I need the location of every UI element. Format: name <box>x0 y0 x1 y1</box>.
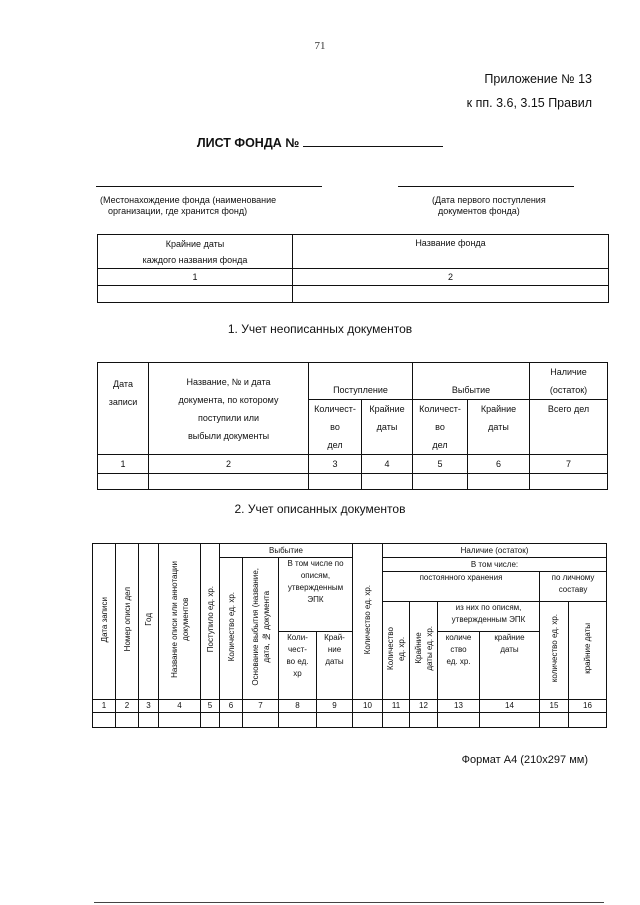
column-number: 7 <box>243 700 279 713</box>
header-permanent-epk-dates: крайние даты <box>480 632 540 700</box>
sheet-title <box>0 134 640 150</box>
empty-cell[interactable] <box>383 713 410 728</box>
page-number: 71 <box>314 40 326 52</box>
column-number: 13 <box>438 700 480 713</box>
header-inventory-name: Название описи или аннотации документов <box>159 544 201 700</box>
column-number: 8 <box>279 700 317 713</box>
header-income: Поступление <box>309 363 413 400</box>
empty-cell[interactable] <box>149 474 309 490</box>
empty-cell[interactable] <box>353 713 383 728</box>
header-outgo-basis: Основание выбытия (название, дата, № документа <box>243 558 279 700</box>
empty-cell[interactable] <box>159 713 201 728</box>
first-receipt-caption: (Дата первого поступления документов фонда) <box>432 195 546 216</box>
header-personnel-qty: количество ед. хр. <box>540 602 569 700</box>
format-note: Формат А4 (210х297 мм) <box>461 754 588 766</box>
header-year: Год <box>139 544 159 700</box>
header-record-date: Дата записи <box>93 544 116 700</box>
fund-names-table <box>97 234 609 303</box>
column-number: 1 <box>93 700 116 713</box>
column-number: 16 <box>569 700 607 713</box>
header-permanent-epk: из них по описям, утвержденным ЭПК <box>438 602 540 632</box>
header-received: Поступило ед. хр. <box>201 544 220 700</box>
column-number: 3 <box>309 455 362 474</box>
empty-cell[interactable] <box>116 713 139 728</box>
header-presence-qty: Количество ед. хр. <box>353 544 383 700</box>
column-number: 9 <box>317 700 353 713</box>
header-permanent-epk-qty: количе ство ед. хр. <box>438 632 480 700</box>
empty-cell[interactable] <box>569 713 607 728</box>
empty-cell[interactable] <box>540 713 569 728</box>
header-document-name: Название, № и дата документа, по которому поступили или выбыли документы <box>149 363 309 455</box>
sheet-title-text: ЛИСТ ФОНДА № <box>196 136 300 150</box>
empty-cell[interactable] <box>317 713 353 728</box>
header-permanent-qty: Количество ед. хр. <box>383 602 410 700</box>
header-including: В том числе: <box>383 558 607 572</box>
empty-cell[interactable] <box>279 713 317 728</box>
empty-entry-row <box>93 713 607 728</box>
empty-cell[interactable] <box>139 713 159 728</box>
column-number: 4 <box>362 455 413 474</box>
column-number: 12 <box>410 700 438 713</box>
empty-cell[interactable] <box>438 713 480 728</box>
header-total-files: Всего дел <box>530 400 608 455</box>
appendix-title: Приложение № 13 <box>484 72 592 86</box>
header-date-range: Крайние даты каждого названия фонда <box>98 235 293 269</box>
header-permanent-dates: Крайние даты ед. хр. <box>410 602 438 700</box>
header-outgo-qty: Количест- во дел <box>413 400 468 455</box>
empty-cell[interactable] <box>309 474 362 490</box>
header-outgo-dates: Крайние даты <box>468 400 530 455</box>
header-income-dates: Крайние даты <box>362 400 413 455</box>
column-number: 15 <box>540 700 569 713</box>
empty-cell[interactable] <box>98 474 149 490</box>
empty-cell[interactable] <box>410 713 438 728</box>
header-epk-qty: Коли- чест- во ед. хр <box>279 632 317 700</box>
header-personnel: по личному составу <box>540 572 607 602</box>
described-documents-table <box>92 543 607 728</box>
column-number: 14 <box>480 700 540 713</box>
column-number: 3 <box>139 700 159 713</box>
empty-cell[interactable] <box>480 713 540 728</box>
column-number: 7 <box>530 455 608 474</box>
empty-cell[interactable] <box>93 713 116 728</box>
header-epk-dates: Край- ние даты <box>317 632 353 700</box>
empty-cell[interactable] <box>530 474 608 490</box>
column-number: 5 <box>201 700 220 713</box>
header-inventory-number: Номер описи дел <box>116 544 139 700</box>
column-number: 4 <box>159 700 201 713</box>
appendix-reference: к пп. 3.6, 3.15 Правил <box>466 96 592 110</box>
header-fund-name: Название фонда <box>293 235 609 269</box>
column-number: 5 <box>413 455 468 474</box>
header-outgo: Выбытие <box>220 544 353 558</box>
column-number: 11 <box>383 700 410 713</box>
header-outgo-qty: Количество ед. хр. <box>220 558 243 700</box>
header-epk-approved: В том числе по описям, утвержденным ЭПК <box>279 558 353 632</box>
section2-title: 2. Учет описанных документов <box>234 502 406 516</box>
header-outgo: Выбытие <box>413 363 530 400</box>
undescribed-documents-table <box>97 362 608 490</box>
column-number-row <box>93 700 607 713</box>
column-number: 2 <box>149 455 309 474</box>
empty-cell[interactable] <box>201 713 220 728</box>
header-presence: Наличие (остаток) <box>530 363 608 400</box>
column-number: 2 <box>116 700 139 713</box>
header-permanent: постоянного хранения <box>383 572 540 602</box>
column-number: 6 <box>468 455 530 474</box>
section1-title: 1. Учет неописанных документов <box>227 322 413 336</box>
page-bottom-rule <box>94 902 604 903</box>
empty-cell[interactable] <box>243 713 279 728</box>
column-number: 2 <box>293 269 609 286</box>
column-number: 6 <box>220 700 243 713</box>
empty-cell[interactable] <box>293 286 609 303</box>
header-income-qty: Количест- во дел <box>309 400 362 455</box>
column-number: 1 <box>98 455 149 474</box>
column-number: 1 <box>98 269 293 286</box>
header-personnel-dates: крайние даты <box>569 602 607 700</box>
empty-cell[interactable] <box>98 286 293 303</box>
column-number: 10 <box>353 700 383 713</box>
first-receipt-date-field[interactable] <box>398 186 574 187</box>
empty-cell[interactable] <box>468 474 530 490</box>
location-field[interactable] <box>96 186 322 187</box>
empty-cell[interactable] <box>362 474 413 490</box>
fund-number-field[interactable] <box>303 134 443 147</box>
location-caption: (Местонахождение фонда (наименование организации, где хранится фонд) <box>100 195 277 216</box>
empty-cell[interactable] <box>413 474 468 490</box>
header-presence: Наличие (остаток) <box>383 544 607 558</box>
header-record-date: Дата записи <box>98 363 149 455</box>
empty-cell[interactable] <box>220 713 243 728</box>
